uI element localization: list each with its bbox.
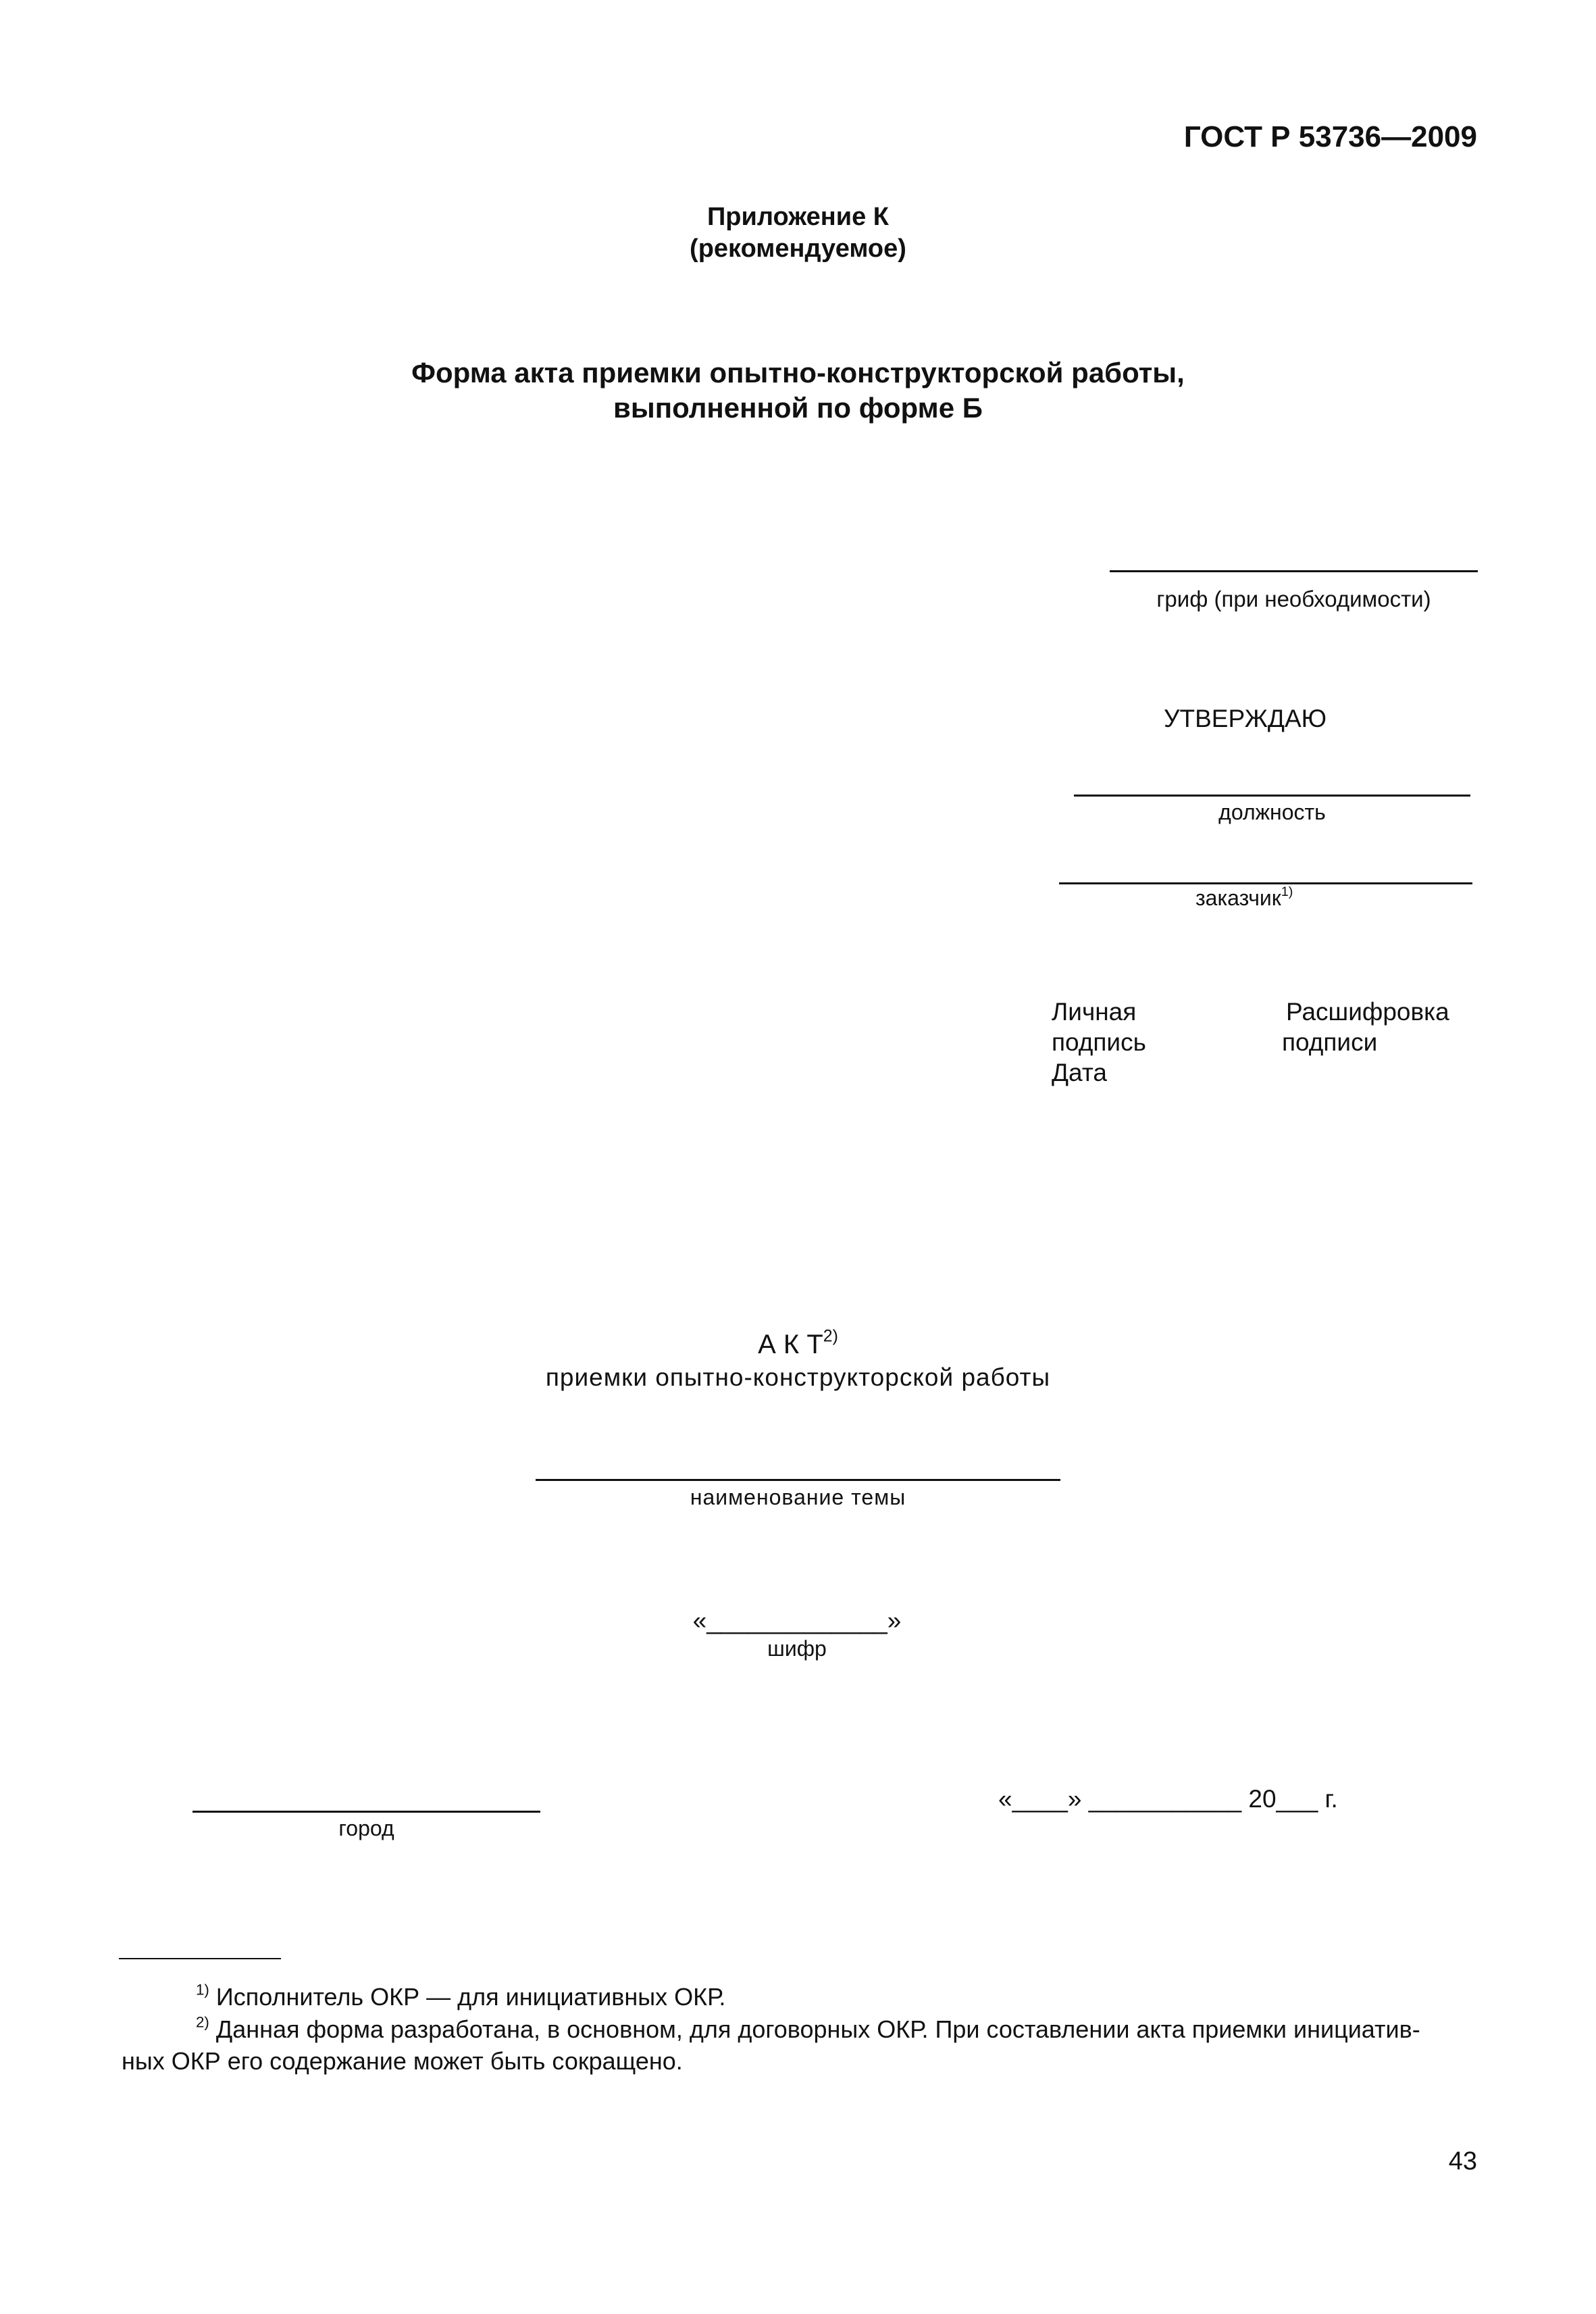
topic-line	[536, 1479, 1060, 1481]
footnote-2	[196, 2015, 1420, 2044]
decryption-label-2: подписи	[1282, 1028, 1378, 1056]
act-title	[0, 1327, 1596, 1360]
footnote-1	[196, 1983, 725, 2011]
stamp-caption: гриф (при необходимости)	[1156, 586, 1431, 611]
appendix-subtitle: (рекомендуемое)	[690, 234, 906, 263]
date-field: «____» ___________ 20___ г.	[998, 1785, 1338, 1813]
customer-caption	[1195, 886, 1293, 911]
cipher-caption: шифр	[767, 1636, 827, 1661]
footnote-2-continuation: ных ОКР его содержание может быть сокращено.	[122, 2047, 683, 2075]
form-title-line2: выполненной по форме Б	[613, 392, 983, 424]
footnote-1-mark: 1)	[196, 1981, 209, 1998]
topic-caption: наименование темы	[690, 1485, 906, 1509]
decryption-label-1: Расшифровка	[1286, 998, 1449, 1026]
city-line	[192, 1811, 540, 1813]
approve-label: УТВЕРЖДАЮ	[1164, 705, 1327, 732]
customer-footnote-mark: 1)	[1281, 884, 1293, 900]
customer-line	[1059, 882, 1472, 884]
act-subtitle: приемки опытно-конструкторской работы	[545, 1363, 1051, 1391]
date-label: Дата	[1052, 1059, 1107, 1086]
stamp-line	[1110, 570, 1478, 572]
signature-label-1: Личная	[1052, 998, 1137, 1026]
city-caption: город	[338, 1816, 394, 1840]
customer-caption-text: заказчик	[1195, 886, 1281, 910]
page-number: 43	[1448, 2147, 1477, 2175]
footnote-separator	[119, 1958, 281, 1959]
form-title-line1: Форма акта приемки опытно-конструкторской работы,	[411, 357, 1185, 388]
footnote-1-text: Исполнитель ОКР — для инициативных ОКР.	[215, 1983, 726, 2011]
cipher-field: «_____________»	[692, 1607, 902, 1634]
footnote-2-mark: 2)	[196, 2013, 209, 2031]
act-title-text: А К Т	[758, 1330, 823, 1359]
standard-code: ГОСТ Р 53736—2009	[1183, 120, 1477, 153]
signature-label-2: подпись	[1052, 1028, 1146, 1056]
position-line	[1074, 795, 1470, 797]
footnote-2-text: Данная форма разработана, в основном, для договорных ОКР. При составлении акта приемки инициатив-	[215, 2015, 1420, 2043]
act-footnote-mark: 2)	[823, 1327, 838, 1346]
appendix-title: Приложение К	[706, 203, 889, 231]
position-caption: должность	[1218, 800, 1326, 824]
